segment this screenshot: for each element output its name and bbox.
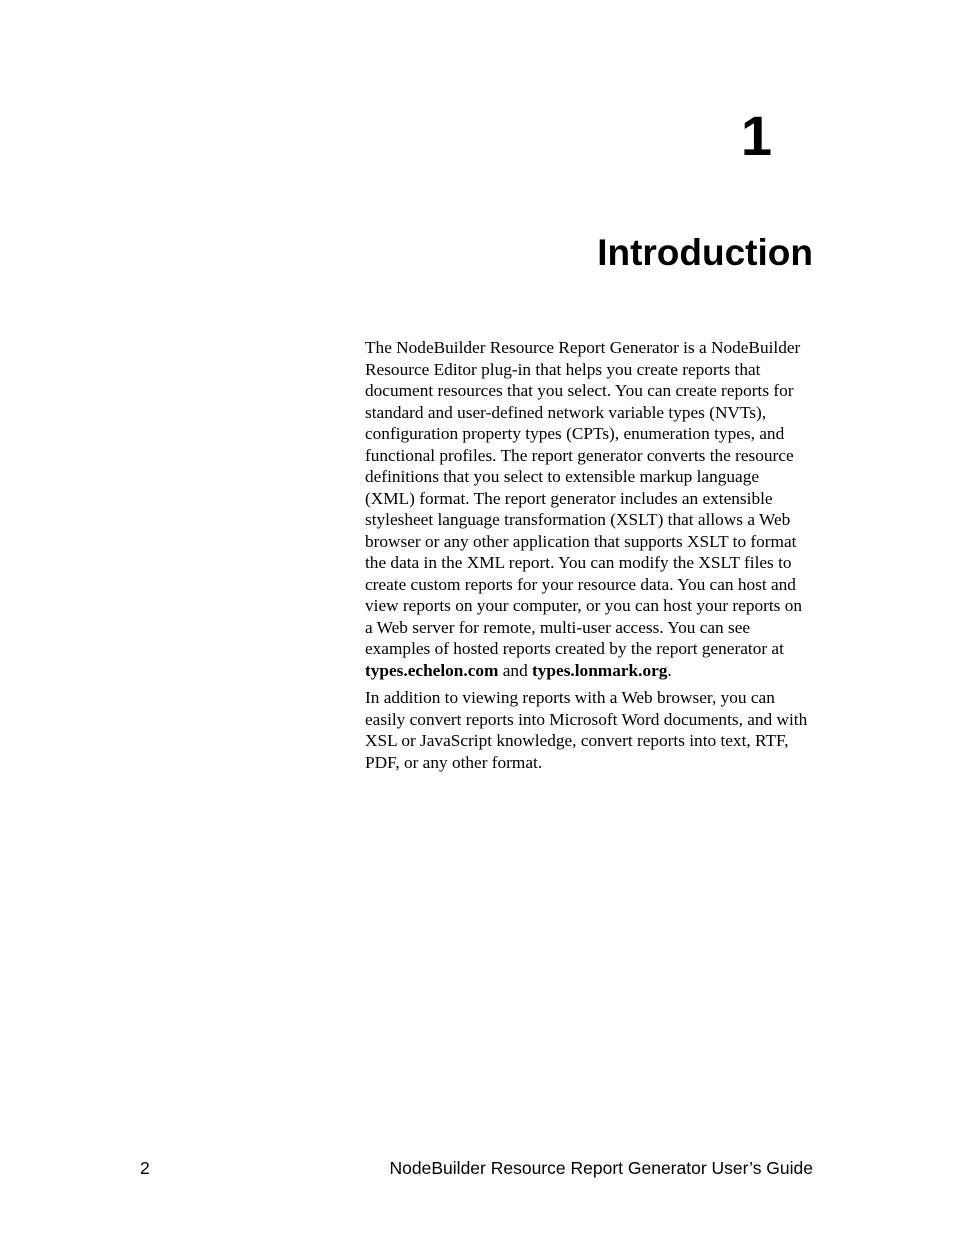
body-text	[365, 337, 810, 779]
intro-paragraph-end: .	[667, 660, 672, 680]
intro-paragraph-text: The NodeBuilder Resource Report Generator is a NodeBuilder Resource Editor plug-in that helps you create reports that document resources that you select. You can create reports for standard and user-defined network variable types (NVTs), configuration property types (CPTs), enumeration types, and functional profiles. The report generator converts the resource definitions that you select to extensible markup language (XML) format. The report generator includes an extensible stylesheet language transformation (XSLT) that allows a Web browser or any other application that supports XSLT to format the data in the XML report. You can modify the XSLT files to create custom reports for your resource data. You can host and view reports on your computer, or you can host your reports on a Web server for remote, multi-user access. You can see examples of hosted reports created by the report generator at	[365, 338, 803, 658]
intro-paragraph-connector: and	[498, 660, 533, 680]
chapter-title: Introduction	[597, 232, 813, 273]
footer-page-number: 2	[140, 1158, 150, 1178]
footer-guide-title: NodeBuilder Resource Report Generator User’s Guide	[389, 1158, 813, 1178]
link-types-lonmark: types.lonmark.org	[532, 660, 668, 680]
link-types-echelon: types.echelon.com	[365, 660, 499, 680]
conversion-paragraph: In addition to viewing reports with a Web browser, you can easily convert reports into Microsoft Word documents, and with XSL or JavaScript knowledge, convert reports into text, RTF, PDF, or any other format.	[365, 688, 808, 772]
intro-paragraph	[365, 337, 810, 681]
chapter-number: 1	[740, 104, 772, 167]
